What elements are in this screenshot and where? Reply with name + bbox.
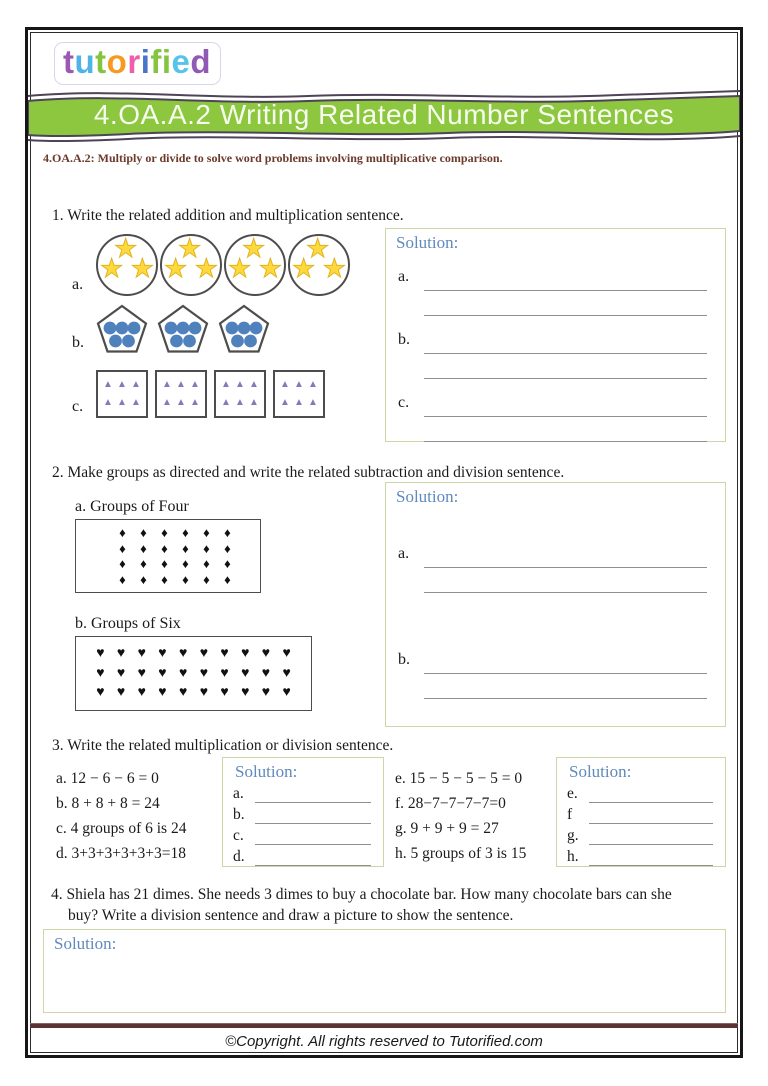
heart-icon: ♥ — [199, 685, 208, 701]
diamond-icon: ♦ — [224, 525, 231, 541]
solution-item-label: b. — [398, 651, 410, 668]
triangle-icon: ▲ — [294, 379, 304, 390]
q3-equation: h. 5 groups of 3 is 15 — [395, 845, 527, 862]
diamond-icon: ♦ — [224, 571, 231, 587]
logo-text — [63, 43, 212, 80]
worksheet-page — [25, 27, 743, 1058]
solution-item-label: b. — [233, 806, 245, 823]
triangle-icon: ▲ — [103, 397, 113, 408]
diamond-icon: ♦ — [203, 556, 210, 572]
dot-icon — [109, 335, 122, 348]
answer-line — [424, 674, 707, 699]
q3-heading: 3. Write the related multiplication or division sentence. — [52, 737, 394, 754]
circle-with-stars — [224, 234, 286, 296]
star-icon: ★ — [228, 254, 252, 283]
dot-icon — [238, 322, 251, 335]
answer-line — [255, 850, 371, 866]
pentagon-with-dots — [157, 304, 209, 354]
dot-icon — [244, 335, 257, 348]
answer-line — [589, 850, 713, 866]
solution-item — [567, 848, 713, 866]
triangle-icon: ▲ — [280, 379, 290, 390]
diamond-icon: ♦ — [161, 571, 168, 587]
triangle-icon: ▲ — [162, 379, 172, 390]
heart-icon: ♥ — [96, 685, 105, 701]
solution-title: Solution: — [235, 762, 298, 781]
solution-item-label: f — [567, 806, 573, 823]
logo-letter: f — [150, 43, 162, 80]
diamond-icon: ♦ — [182, 525, 189, 541]
square-with-triangles — [214, 370, 266, 418]
logo-letter: o — [106, 43, 128, 80]
triangle-icon: ▲ — [221, 397, 231, 408]
solution-item-label: h. — [567, 848, 579, 865]
logo-letter: e — [171, 43, 191, 80]
star-icon: ★ — [100, 254, 124, 283]
solution-title: Solution: — [396, 487, 459, 506]
diamond-icon: ♦ — [140, 540, 147, 556]
solution-item-label: a. — [398, 545, 410, 562]
dot-icon — [104, 322, 117, 335]
logo — [54, 42, 740, 85]
logo-letter: t — [63, 43, 75, 80]
answer-line — [589, 808, 713, 824]
star-icon: ★ — [242, 234, 266, 263]
solution-item — [386, 649, 725, 699]
dot-icon — [165, 322, 178, 335]
circle-with-stars — [96, 234, 158, 296]
answer-line — [424, 649, 707, 674]
q3-equation: a. 12 − 6 − 6 = 0 — [56, 770, 159, 787]
solution-item — [233, 827, 371, 845]
triangle-icon: ▲ — [221, 379, 231, 390]
triangle-icon: ▲ — [117, 397, 127, 408]
diamond-grid — [75, 519, 261, 593]
pentagon-with-dots — [218, 304, 270, 354]
q1-figures — [56, 228, 371, 418]
figure-label: b. — [72, 334, 84, 351]
star-icon: ★ — [194, 254, 218, 283]
q2-figures — [56, 482, 371, 711]
heart-icon: ♥ — [241, 665, 250, 681]
answer-lines — [424, 266, 707, 316]
solution-item — [386, 543, 725, 593]
heart-icon: ♥ — [96, 645, 105, 661]
heart-icon: ♥ — [220, 645, 229, 661]
solution-item — [386, 266, 725, 316]
heart-icon: ♥ — [199, 645, 208, 661]
square-with-triangles — [155, 370, 207, 418]
diamond-icon: ♦ — [119, 525, 126, 541]
q3-equation: f. 28−7−7−7−7=0 — [395, 795, 506, 812]
heart-icon: ♥ — [261, 645, 271, 661]
q1-figure-squares — [72, 370, 371, 418]
logo-letter: d — [190, 43, 212, 80]
pentagon-icon — [96, 304, 148, 354]
heart-icon: ♥ — [241, 685, 250, 701]
star-icon: ★ — [114, 234, 138, 263]
q1-heading: 1. Write the related addition and multiplication sentence. — [52, 207, 404, 224]
answer-line — [424, 291, 707, 316]
answer-line — [424, 568, 707, 593]
pentagon-icon — [157, 304, 209, 354]
footer — [28, 1024, 740, 1055]
page-title: 4.OA.A.2 Writing Related Number Sentences — [93, 99, 675, 130]
diamond-icon: ♦ — [224, 540, 231, 556]
copyright-text: ©Copyright. All rights reserved to Tutorified.com — [225, 1033, 543, 1050]
answer-line — [424, 392, 707, 417]
footer-divider — [30, 1024, 738, 1028]
heart-icon: ♥ — [178, 665, 188, 681]
dot-icon — [183, 335, 196, 348]
star-icon: ★ — [164, 254, 188, 283]
diamond-icon: ♦ — [203, 571, 210, 587]
solution-item — [567, 806, 713, 824]
heart-icon: ♥ — [178, 685, 188, 701]
triangle-icon: ▲ — [249, 397, 259, 408]
heart-icon: ♥ — [96, 665, 105, 681]
diamond-icon: ♦ — [119, 540, 126, 556]
diamond-icon: ♦ — [161, 556, 168, 572]
solution-item-label: e. — [567, 785, 578, 802]
answer-line — [589, 829, 713, 845]
q3-equation: d. 3+3+3+3+3+3=18 — [56, 845, 186, 862]
heart-icon: ♥ — [137, 645, 146, 661]
q3-equation-list-right — [395, 769, 545, 869]
pentagon-with-dots — [96, 304, 148, 354]
q2-figure — [75, 498, 371, 593]
star-icon: ★ — [178, 234, 202, 263]
triangle-icon: ▲ — [162, 397, 172, 408]
q4-heading: 4. Shiela has 21 dimes. She needs 3 dimes to buy a chocolate bar. How many chocolate bars can she buy? Write a division sentence and draw a picture to show the sentence. — [51, 886, 672, 924]
heart-icon: ♥ — [220, 685, 229, 701]
dot-icon — [122, 335, 135, 348]
q4-solution-box — [43, 929, 726, 1013]
heart-icon: ♥ — [220, 665, 229, 681]
figure-shapes — [96, 304, 270, 354]
solution-item-label: c. — [398, 394, 410, 411]
solution-item — [386, 329, 725, 379]
star-icon: ★ — [130, 254, 154, 283]
dot-icon — [250, 322, 263, 335]
triangle-icon: ▲ — [131, 397, 141, 408]
triangle-icon: ▲ — [249, 379, 259, 390]
solution-item — [567, 827, 713, 845]
triangle-icon: ▲ — [103, 379, 113, 390]
answer-line — [424, 266, 707, 291]
dot-icon — [226, 322, 239, 335]
solution-item — [233, 806, 371, 824]
answer-lines — [424, 543, 707, 593]
solution-title: Solution: — [569, 762, 632, 781]
heart-icon: ♥ — [282, 645, 291, 661]
heart-icon: ♥ — [261, 665, 271, 681]
q2-figure-label: a. Groups of Four — [75, 498, 189, 515]
solution-item-label: a. — [398, 268, 410, 285]
q3-equation: b. 8 + 8 + 8 = 24 — [56, 795, 160, 812]
q3-equation: c. 4 groups of 6 is 24 — [56, 820, 187, 837]
diamond-icon: ♦ — [203, 525, 210, 541]
triangle-icon: ▲ — [190, 397, 200, 408]
star-icon: ★ — [258, 254, 282, 283]
triangle-icon: ▲ — [176, 397, 186, 408]
figure-label: c. — [72, 398, 84, 415]
q1-solution-items — [386, 266, 725, 442]
answer-line — [589, 787, 713, 803]
heart-icon: ♥ — [137, 685, 146, 701]
triangle-icon: ▲ — [308, 379, 318, 390]
answer-line — [255, 829, 371, 845]
answer-line — [255, 808, 371, 824]
solution-item-label: b. — [398, 331, 410, 348]
q1-solution-box — [385, 228, 726, 442]
heart-icon: ♥ — [158, 685, 167, 701]
standard-description: 4.OA.A.2: Multiply or divide to solve word problems involving multiplicative comparison. — [43, 151, 503, 165]
diamond-icon: ♦ — [224, 556, 231, 572]
heart-icon: ♥ — [282, 665, 291, 681]
diamond-icon: ♦ — [182, 540, 189, 556]
solution-title: Solution: — [54, 934, 117, 953]
q3-solution-box-left — [222, 757, 384, 867]
answer-lines — [424, 329, 707, 379]
triangle-icon: ▲ — [308, 397, 318, 408]
diamond-icon: ♦ — [161, 540, 168, 556]
q2-figure — [75, 615, 371, 711]
diamond-icon: ♦ — [203, 540, 210, 556]
triangle-icon: ▲ — [294, 397, 304, 408]
dot-icon — [128, 322, 141, 335]
square-with-triangles — [96, 370, 148, 418]
triangle-icon: ▲ — [131, 379, 141, 390]
answer-line — [424, 543, 707, 568]
heart-icon: ♥ — [282, 685, 291, 701]
answer-line — [424, 329, 707, 354]
diamond-icon: ♦ — [140, 525, 147, 541]
q2-solution-items — [386, 543, 725, 699]
q3-solution-box-right — [556, 757, 726, 867]
q2-section — [56, 482, 726, 727]
q2-figure-label: b. Groups of Six — [75, 615, 181, 632]
q2-solution-box — [385, 482, 726, 727]
star-icon: ★ — [322, 254, 346, 283]
heart-grid — [75, 636, 312, 711]
title-banner — [28, 89, 740, 143]
square-with-triangles — [273, 370, 325, 418]
solution-item — [233, 848, 371, 866]
heart-icon: ♥ — [116, 665, 126, 681]
solution-title: Solution: — [396, 233, 459, 252]
triangle-icon: ▲ — [235, 397, 245, 408]
triangle-icon: ▲ — [176, 379, 186, 390]
logo-letter: t — [95, 43, 107, 80]
star-icon: ★ — [306, 234, 330, 263]
triangle-icon: ▲ — [235, 379, 245, 390]
q3-solution-rows-right — [567, 785, 713, 866]
triangle-icon: ▲ — [117, 379, 127, 390]
triangle-icon: ▲ — [280, 397, 290, 408]
q1-figure-pentagons — [72, 304, 371, 354]
q1-figure-circles — [72, 234, 371, 296]
q3-equation: g. 9 + 9 + 9 = 27 — [395, 820, 499, 837]
heart-icon: ♥ — [116, 645, 126, 661]
diamond-icon: ♦ — [140, 571, 147, 587]
diamond-icon: ♦ — [182, 556, 189, 572]
logo-letter: i — [161, 43, 172, 80]
solution-item-label: d. — [233, 848, 245, 865]
answer-lines — [424, 392, 707, 442]
figure-label: a. — [72, 276, 84, 293]
dot-icon — [231, 335, 244, 348]
answer-line — [424, 417, 707, 442]
diamond-icon: ♦ — [140, 556, 147, 572]
q3-equation: e. 15 − 5 − 5 − 5 = 0 — [395, 770, 523, 787]
heart-icon: ♥ — [241, 645, 250, 661]
figure-shapes — [96, 370, 325, 418]
solution-item-label: c. — [233, 827, 244, 844]
star-icon: ★ — [292, 254, 316, 283]
heart-icon: ♥ — [199, 665, 208, 681]
solution-item-label: a. — [233, 785, 244, 802]
dot-icon — [116, 322, 129, 335]
heart-icon: ♥ — [178, 645, 188, 661]
answer-line — [424, 354, 707, 379]
heart-icon: ♥ — [261, 685, 271, 701]
solution-item — [567, 785, 713, 803]
figure-shapes — [96, 234, 350, 296]
answer-lines — [424, 649, 707, 699]
q3-section — [56, 757, 726, 869]
solution-item-label: g. — [567, 827, 579, 844]
answer-line — [255, 787, 371, 803]
q2-heading: 2. Make groups as directed and write the related subtraction and division sentence. — [52, 464, 565, 481]
circle-with-stars — [288, 234, 350, 296]
logo-letter: r — [127, 43, 141, 80]
solution-item — [386, 392, 725, 442]
heart-icon: ♥ — [137, 665, 146, 681]
dot-icon — [177, 322, 190, 335]
dot-icon — [170, 335, 183, 348]
diamond-icon: ♦ — [119, 556, 126, 572]
q1-section — [56, 228, 726, 442]
circle-with-stars — [160, 234, 222, 296]
solution-item — [233, 785, 371, 803]
diamond-icon: ♦ — [119, 571, 126, 587]
triangle-icon: ▲ — [190, 379, 200, 390]
heart-icon: ♥ — [158, 645, 167, 661]
q3-equation-list-left — [56, 769, 211, 869]
logo-letter: u — [74, 43, 96, 80]
heart-icon: ♥ — [116, 685, 126, 701]
diamond-icon: ♦ — [161, 525, 168, 541]
dot-icon — [189, 322, 202, 335]
diamond-icon: ♦ — [182, 571, 189, 587]
logo-box — [54, 42, 221, 85]
heart-icon: ♥ — [158, 665, 167, 681]
q3-solution-rows-left — [233, 785, 371, 866]
logo-letter: i — [140, 43, 151, 80]
pentagon-icon — [218, 304, 270, 354]
